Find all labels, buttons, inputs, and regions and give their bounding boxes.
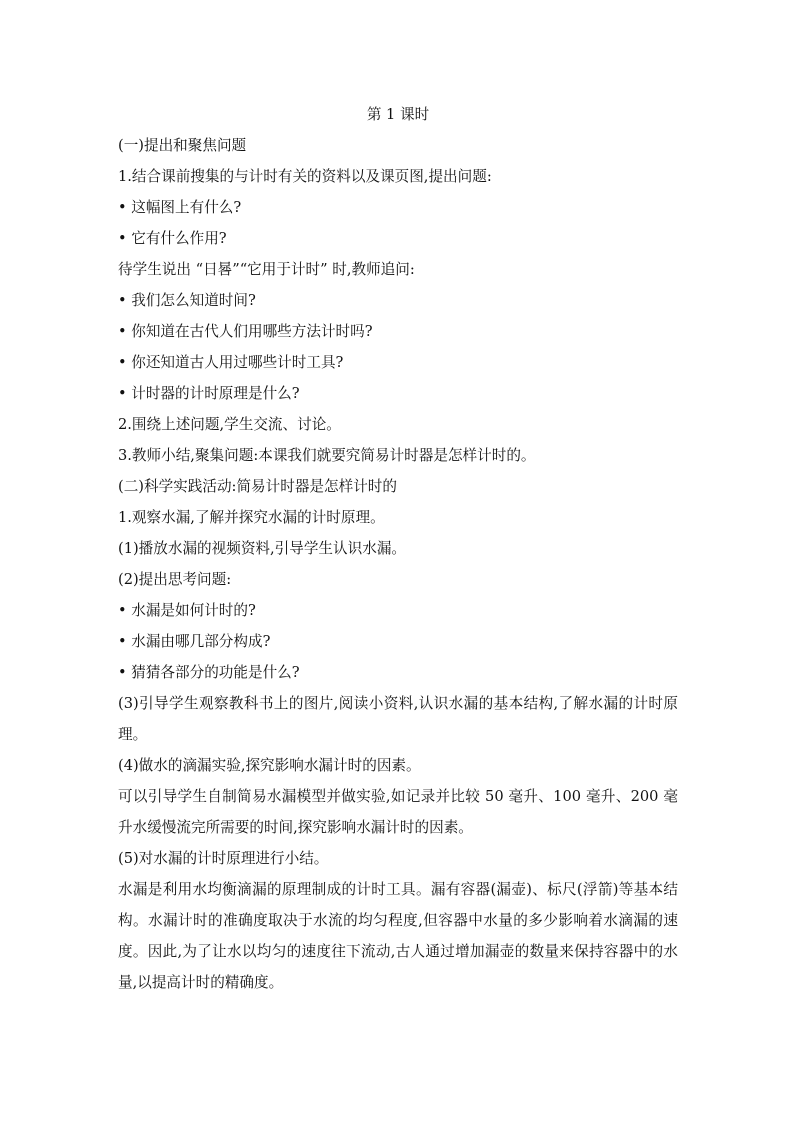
summary-paragraph: 水漏是利用水均衡滴漏的原理制成的计时工具。漏有容器(漏壶)、标尺(浮箭)等基本结构。水漏计时的准确度取决于水流的均匀程度,但容器中水量的多少影响着水滴漏的速度。因此,为了让水以均匀的速度往下流动,古人通过增加漏壶的数量来保持容器中的水量,以提高计时的精确度。 <box>118 881 678 991</box>
bullet-question: • 计时器的计时原理是什么? <box>118 385 300 402</box>
activity-step-1: 1.观察水漏,了解并探究水漏的计时原理。 <box>118 509 385 526</box>
bullet-question: • 你还知道古人用过哪些计时工具? <box>118 354 344 371</box>
teacher-followup: 待学生说出 “日晷”“它用于计时” 时,教师追问: <box>118 261 415 278</box>
bullet-question: • 它有什么作用? <box>118 230 227 247</box>
substep-1: (1)播放水漏的视频资料,引导学生认识水漏。 <box>118 540 407 557</box>
substep-5: (5)对水漏的计时原理进行小结。 <box>118 850 329 867</box>
section-heading-1: (一)提出和聚焦问题 <box>118 137 247 154</box>
substep-4: (4)做水的滴漏实验,探究影响水漏计时的因素。 <box>118 757 421 774</box>
bullet-question: • 你知道在古代人们用哪些方法计时吗? <box>118 323 373 340</box>
bullet-question: • 我们怎么知道时间? <box>118 292 256 309</box>
substep-3-paragraph: (3)引导学生观察教科书上的图片,阅读小资料,认识水漏的基本结构,了解水漏的计时原理。 <box>118 695 678 743</box>
bullet-question: • 水漏由哪几部分构成? <box>118 633 271 650</box>
step-1: 1.结合课前搜集的与计时有关的资料以及课页图,提出问题: <box>118 168 492 185</box>
lesson-title: 第 1 课时 <box>366 106 430 123</box>
bullet-question: • 这幅图上有什么? <box>118 199 242 216</box>
section-heading-2: (二)科学实践活动:简易计时器是怎样计时的 <box>118 478 397 495</box>
substep-2: (2)提出思考问题: <box>118 571 232 588</box>
document-body <box>118 99 678 998</box>
step-3: 3.教师小结,聚集问题:本课我们就要究简易计时器是怎样计时的。 <box>118 447 536 464</box>
experiment-paragraph: 可以引导学生自制简易水漏模型并做实验,如记录并比较 50 毫升、100 毫升、200 毫升水缓慢流完所需要的时间,探究影响水漏计时的因素。 <box>118 788 678 836</box>
bullet-question: • 水漏是如何计时的? <box>118 602 256 619</box>
bullet-question: • 猜猜各部分的功能是什么? <box>118 664 300 681</box>
step-2: 2.围绕上述问题,学生交流、讨论。 <box>118 416 341 433</box>
